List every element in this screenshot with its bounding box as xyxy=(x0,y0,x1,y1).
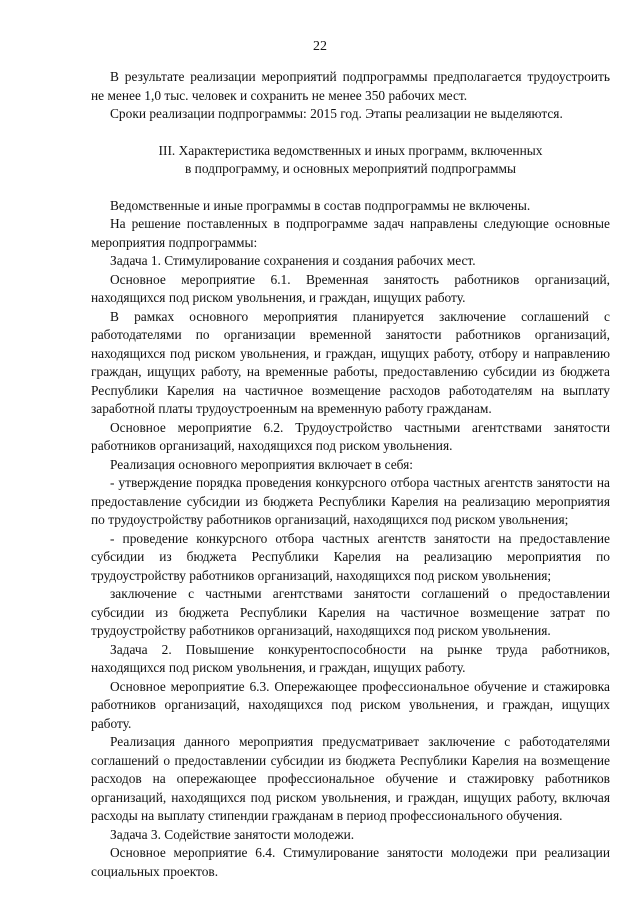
section-heading-line: в подпрограмму, и основных мероприятий подпрограммы xyxy=(185,161,516,176)
task-heading: Задача 1. Стимулирование сохранения и создания рабочих мест. xyxy=(110,253,476,268)
page-number: 22 xyxy=(313,39,327,54)
paragraph: На решение поставленных в подпрограмме задач направлены следующие основные мероприятия подпрограммы: xyxy=(91,216,610,250)
paragraph: Реализация данного мероприятия предусматривает заключение с работодателями соглашений о предоставлении субсидии из бюджета Республики Карелия на возмещение расходов на опережающее профессиональное обучение и стажировку работников организаций, находящихся под риском увольнения, и граждан, ищущих работу, включая расходы на выплату стипендии гражданам в период профессионального обучения. xyxy=(91,734,610,823)
list-item: - утверждение порядка проведения конкурсного отбора частных агентств занятости на предоставление субсидии из бюджета Республики Карелия на реализацию мероприятия по трудоустройству работников организаций, находящихся под риском увольнения; xyxy=(91,475,610,527)
list-item: заключение с частными агентствами занятости соглашений о предоставлении субсидии из бюджета Республики Карелия на частичное возмещение затрат по трудоустройству работников организаций, находящихся под риском увольнения. xyxy=(91,586,610,638)
paragraph: Сроки реализации подпрограммы: 2015 год. Этапы реализации не выделяются. xyxy=(110,106,563,121)
measure-heading: Основное мероприятие 6.2. Трудоустройство частными агентствами занятости работников организаций, находящихся под риском увольнения. xyxy=(91,419,610,453)
paragraph: Реализация основного мероприятия включает в себя: xyxy=(110,456,414,472)
task-heading: Задача 3. Содействие занятости молодежи. xyxy=(110,826,355,842)
section-heading-line: III. Характеристика ведомственных и иных программ, включенных xyxy=(158,142,543,158)
paragraph: В результате реализации мероприятий подпрограммы предполагается трудоустроить не менее 1,0 тыс. человек и сохранить не менее 350 рабочих мест. xyxy=(91,69,610,103)
list-item: - проведение конкурсного отбора частных агентств занятости на предоставление субсидии из бюджета Республики Карелия на реализацию мероприятия по трудоустройству работников организаций, находящихся под риском увольнения; xyxy=(91,530,610,583)
measure-heading: Основное мероприятие 6.3. Опережающее профессиональное обучение и стажировка работников организаций, находящихся под риском увольнения, и граждан, ищущих работу. xyxy=(91,678,610,731)
document-body xyxy=(91,68,610,881)
section-heading xyxy=(91,142,610,179)
paragraph: В рамках основного мероприятия планируется заключение соглашений с работодателями по организации временной занятости работников организаций, находящихся под риском увольнения, и граждан, ищущих работу, отбору и направлению граждан, ищущих работу, на временные работы, предоставлению субсидии из бюджета Республики Карелия на частичное возмещение расходов работодателям на выплату заработной платы трудоустроенным на временную работу гражданам. xyxy=(91,308,610,416)
measure-heading: Основное мероприятие 6.1. Временная занятость работников организаций, находящихся под риском увольнения, и граждан, ищущих работу. xyxy=(91,271,610,305)
paragraph: Ведомственные и иные программы в состав подпрограммы не включены. xyxy=(110,197,531,213)
measure-heading: Основное мероприятие 6.4. Стимулирование занятости молодежи при реализации социальных проектов. xyxy=(91,845,610,879)
task-heading: Задача 2. Повышение конкурентоспособности на рынке труда работников, находящихся под риском увольнения, и граждан, ищущих работу. xyxy=(91,641,610,675)
